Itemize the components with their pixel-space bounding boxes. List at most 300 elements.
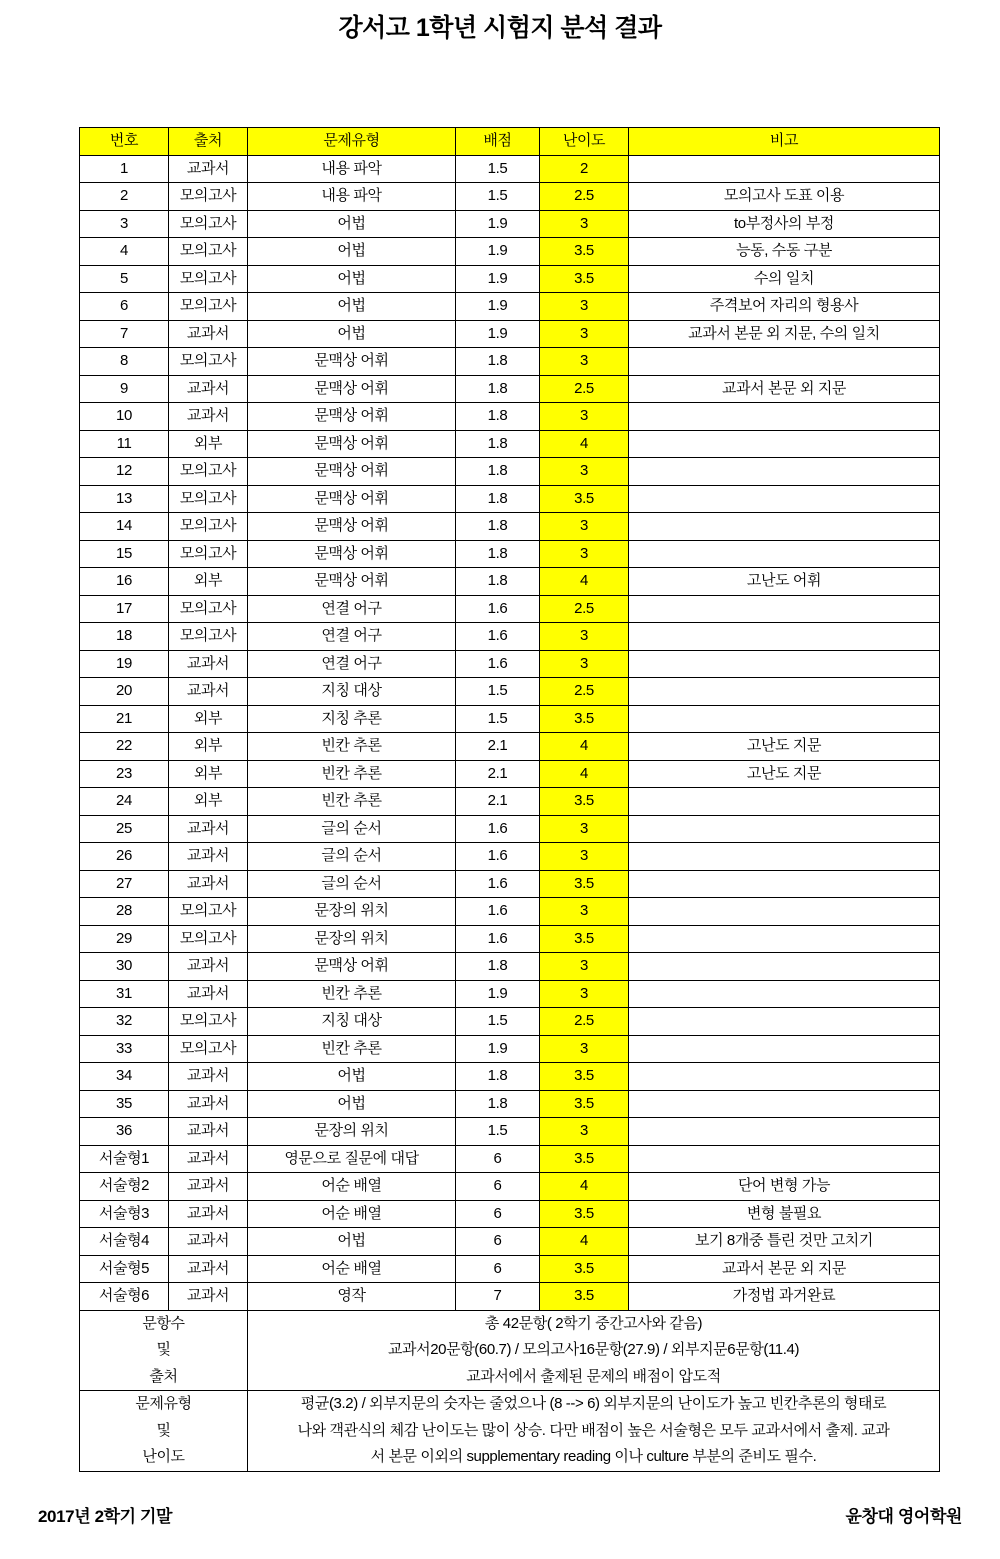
cell-source: 외부 [169,760,248,788]
cell-source: 모의고사 [169,623,248,651]
cell-question-no: 17 [80,595,169,623]
cell-note [629,403,940,431]
cell-question-no: 18 [80,623,169,651]
cell-note [629,925,940,953]
cell-difficulty: 3.5 [540,1200,629,1228]
cell-source: 모의고사 [169,595,248,623]
cell-source: 교과서 [169,980,248,1008]
cell-note: 보기 8개중 틀린 것만 고치기 [629,1228,940,1256]
cell-question-type: 문맥상 어휘 [248,348,456,376]
cell-difficulty: 4 [540,568,629,596]
cell-difficulty: 4 [540,760,629,788]
cell-difficulty: 3 [540,1118,629,1146]
cell-source: 교과서 [169,843,248,871]
cell-source: 교과서 [169,650,248,678]
cell-points: 1.5 [456,705,540,733]
cell-question-type: 문장의 위치 [248,1118,456,1146]
table-row [80,540,940,568]
cell-points: 6 [456,1255,540,1283]
cell-question-no: 10 [80,403,169,431]
cell-question-no: 6 [80,293,169,321]
cell-question-no: 36 [80,1118,169,1146]
cell-question-type: 문맥상 어휘 [248,403,456,431]
table-row [80,485,940,513]
cell-points: 1.8 [456,540,540,568]
footer-exam-term: 2017년 2학기 기말 [38,1507,173,1526]
table-row [80,568,940,596]
table-row [80,1200,940,1228]
cell-points: 2.1 [456,788,540,816]
cell-points: 1.6 [456,595,540,623]
cell-question-no: 서술형5 [80,1255,169,1283]
summary-label-line: 및 [156,1421,171,1439]
cell-points: 1.5 [456,1118,540,1146]
cell-question-type: 빈칸 추론 [248,1035,456,1063]
cell-note: 고난도 지문 [629,733,940,761]
summary-text-line: 교과서20문항(60.7) / 모의고사16문항(27.9) / 외부지문6문항(11.4) [387,1341,800,1358]
cell-difficulty: 2.5 [540,595,629,623]
summary-row [80,1310,940,1391]
cell-note [629,155,940,183]
cell-points: 1.8 [456,1090,540,1118]
cell-points: 1.5 [456,678,540,706]
cell-note [629,650,940,678]
cell-points: 1.8 [456,430,540,458]
exam-analysis-table [79,127,940,1472]
table-row [80,458,940,486]
cell-question-type: 문맥상 어휘 [248,375,456,403]
summary-label [80,1310,248,1391]
cell-source: 교과서 [169,1173,248,1201]
cell-difficulty: 4 [540,430,629,458]
table-row [80,1035,940,1063]
cell-note [629,485,940,513]
cell-note [629,1008,940,1036]
cell-points: 1.9 [456,265,540,293]
cell-question-no: 20 [80,678,169,706]
cell-question-no: 35 [80,1090,169,1118]
cell-question-type: 문맥상 어휘 [248,953,456,981]
cell-question-type: 어순 배열 [248,1255,456,1283]
cell-points: 1.8 [456,953,540,981]
cell-note [629,953,940,981]
table-row [80,980,940,1008]
cell-note [629,815,940,843]
cell-question-no: 15 [80,540,169,568]
cell-difficulty: 3 [540,540,629,568]
cell-source: 모의고사 [169,293,248,321]
cell-question-type: 문맥상 어휘 [248,430,456,458]
table-row [80,760,940,788]
cell-question-no: 32 [80,1008,169,1036]
cell-difficulty: 3 [540,210,629,238]
cell-question-no: 4 [80,238,169,266]
cell-difficulty: 3.5 [540,1283,629,1311]
cell-source: 모의고사 [169,925,248,953]
table-row [80,1008,940,1036]
cell-note [629,843,940,871]
cell-question-type: 어법 [248,238,456,266]
cell-points: 6 [456,1200,540,1228]
cell-question-no: 2 [80,183,169,211]
cell-points: 1.6 [456,870,540,898]
cell-question-type: 연결 어구 [248,650,456,678]
table-header [80,128,940,156]
cell-source: 교과서 [169,1090,248,1118]
cell-question-no: 33 [80,1035,169,1063]
cell-source: 모의고사 [169,348,248,376]
cell-points: 1.8 [456,1063,540,1091]
cell-question-no: 14 [80,513,169,541]
cell-difficulty: 3 [540,320,629,348]
cell-note [629,870,940,898]
cell-note [629,458,940,486]
page-footer [38,1502,962,1527]
cell-question-type: 문맥상 어휘 [248,540,456,568]
cell-difficulty: 3 [540,348,629,376]
cell-question-no: 7 [80,320,169,348]
cell-question-type: 연결 어구 [248,595,456,623]
cell-question-no: 25 [80,815,169,843]
cell-difficulty: 3.5 [540,238,629,266]
cell-question-no: 31 [80,980,169,1008]
cell-source: 교과서 [169,815,248,843]
cell-note: 고난도 어휘 [629,568,940,596]
cell-points: 1.8 [456,403,540,431]
cell-points: 1.6 [456,623,540,651]
table-row [80,210,940,238]
cell-difficulty: 3.5 [540,1145,629,1173]
cell-note: 단어 변형 가능 [629,1173,940,1201]
cell-points: 1.8 [456,485,540,513]
table-row [80,403,940,431]
cell-source: 외부 [169,733,248,761]
cell-difficulty: 3.5 [540,1255,629,1283]
summary-text-line: 서 본문 이외의 supplementary reading 이나 culture 부분의 준비도 필수. [370,1448,817,1465]
cell-source: 교과서 [169,678,248,706]
cell-question-type: 어법 [248,293,456,321]
table-row [80,1145,940,1173]
cell-source: 모의고사 [169,265,248,293]
cell-note [629,705,940,733]
cell-points: 6 [456,1145,540,1173]
cell-points: 1.9 [456,320,540,348]
cell-note [629,788,940,816]
cell-question-no: 12 [80,458,169,486]
cell-note: 모의고사 도표 이용 [629,183,940,211]
cell-difficulty: 3 [540,403,629,431]
cell-difficulty: 3.5 [540,1090,629,1118]
cell-question-no: 서술형2 [80,1173,169,1201]
cell-question-type: 어법 [248,1063,456,1091]
cell-question-type: 어법 [248,210,456,238]
cell-source: 모의고사 [169,513,248,541]
table-row [80,898,940,926]
table-row [80,375,940,403]
cell-question-type: 내용 파악 [248,183,456,211]
summary-text-line: 평균(3.2) / 외부지문의 숫자는 줄었으나 (8 --> 6) 외부지문의 난이도가 높고 빈칸추론의 형태로 [300,1395,887,1412]
cell-source: 모의고사 [169,458,248,486]
cell-points: 1.8 [456,375,540,403]
cell-source: 모의고사 [169,238,248,266]
cell-question-no: 8 [80,348,169,376]
table-row [80,1090,940,1118]
table-row [80,348,940,376]
summary-label-line: 문제유형 [135,1395,192,1412]
page-title: 강서고 1학년 시험지 분석 결과 [338,14,662,42]
cell-question-type: 글의 순서 [248,870,456,898]
cell-question-type: 문맥상 어휘 [248,485,456,513]
cell-source: 외부 [169,430,248,458]
cell-difficulty: 2.5 [540,183,629,211]
table-row [80,320,940,348]
cell-difficulty: 3 [540,980,629,1008]
cell-question-type: 영문으로 질문에 대답 [248,1145,456,1173]
cell-question-no: 24 [80,788,169,816]
table-row [80,815,940,843]
cell-note [629,980,940,1008]
cell-difficulty: 2.5 [540,678,629,706]
cell-source: 외부 [169,705,248,733]
summary-label-line: 난이도 [142,1448,185,1465]
cell-question-type: 글의 순서 [248,843,456,871]
column-header-source: 출처 [169,128,248,156]
cell-points: 1.9 [456,238,540,266]
cell-question-type: 문맥상 어휘 [248,513,456,541]
summary-label-line: 및 [156,1341,171,1358]
table-row [80,788,940,816]
cell-source: 교과서 [169,1063,248,1091]
cell-note: 교과서 본문 외 지문 [629,1255,940,1283]
cell-points: 1.6 [456,843,540,871]
cell-source: 외부 [169,568,248,596]
cell-points: 2.1 [456,733,540,761]
cell-question-type: 빈칸 추론 [248,733,456,761]
cell-question-type: 연결 어구 [248,623,456,651]
summary-label-line: 문항수 [142,1314,185,1332]
cell-question-no: 9 [80,375,169,403]
cell-question-type: 빈칸 추론 [248,980,456,1008]
cell-source: 모의고사 [169,183,248,211]
cell-difficulty: 3.5 [540,925,629,953]
cell-source: 외부 [169,788,248,816]
cell-note [629,348,940,376]
table-row [80,183,940,211]
cell-question-no: 16 [80,568,169,596]
table-row [80,595,940,623]
cell-points: 7 [456,1283,540,1311]
cell-question-no: 서술형1 [80,1145,169,1173]
cell-question-no: 28 [80,898,169,926]
cell-points: 1.8 [456,348,540,376]
summary-text-line: 총 42문항( 2학기 중간고사와 같음) [484,1314,703,1332]
cell-difficulty: 3.5 [540,705,629,733]
cell-difficulty: 3 [540,293,629,321]
table-row [80,870,940,898]
cell-difficulty: 4 [540,1173,629,1201]
cell-source: 교과서 [169,1145,248,1173]
cell-question-type: 어법 [248,265,456,293]
cell-question-type: 어법 [248,320,456,348]
cell-difficulty: 3 [540,815,629,843]
cell-source: 교과서 [169,1118,248,1146]
cell-question-type: 지칭 추론 [248,705,456,733]
cell-question-type: 문맥상 어휘 [248,458,456,486]
cell-question-type: 문맥상 어휘 [248,568,456,596]
column-header-no: 번호 [80,128,169,156]
cell-note: 가정법 과거완료 [629,1283,940,1311]
cell-points: 6 [456,1173,540,1201]
cell-question-no: 서술형6 [80,1283,169,1311]
cell-question-type: 문장의 위치 [248,925,456,953]
cell-difficulty: 3 [540,953,629,981]
cell-question-type: 빈칸 추론 [248,788,456,816]
cell-points: 1.6 [456,925,540,953]
cell-difficulty: 3 [540,1035,629,1063]
cell-difficulty: 3.5 [540,870,629,898]
summary-label-line: 출처 [149,1367,178,1385]
cell-question-type: 영작 [248,1283,456,1311]
summary-row [80,1391,940,1472]
table-row [80,733,940,761]
cell-points: 1.9 [456,980,540,1008]
cell-question-no: 13 [80,485,169,513]
column-header-difficulty: 난이도 [540,128,629,156]
table-header-row [80,128,940,156]
cell-note [629,513,940,541]
cell-note [629,623,940,651]
cell-source: 교과서 [169,870,248,898]
cell-points: 1.8 [456,568,540,596]
column-header-type: 문제유형 [248,128,456,156]
table-row [80,623,940,651]
cell-note [629,1035,940,1063]
cell-question-type: 어순 배열 [248,1173,456,1201]
cell-question-no: 22 [80,733,169,761]
cell-source: 교과서 [169,320,248,348]
cell-source: 모의고사 [169,485,248,513]
cell-difficulty: 3.5 [540,1063,629,1091]
table-row [80,513,940,541]
table-body [80,155,940,1471]
table-row [80,925,940,953]
cell-source: 교과서 [169,375,248,403]
cell-difficulty: 3.5 [540,788,629,816]
table-row [80,1063,940,1091]
cell-question-no: 19 [80,650,169,678]
table-row [80,155,940,183]
cell-difficulty: 2.5 [540,1008,629,1036]
summary-label [80,1391,248,1472]
cell-difficulty: 3.5 [540,485,629,513]
cell-points: 6 [456,1228,540,1256]
table-row [80,843,940,871]
cell-difficulty: 2.5 [540,375,629,403]
cell-note: 변형 불필요 [629,1200,940,1228]
table-row [80,1173,940,1201]
cell-question-type: 지칭 대상 [248,678,456,706]
cell-note: 주격보어 자리의 형용사 [629,293,940,321]
table-row [80,705,940,733]
column-header-points: 배점 [456,128,540,156]
cell-source: 모의고사 [169,898,248,926]
table-row [80,430,940,458]
cell-difficulty: 4 [540,1228,629,1256]
table-row [80,650,940,678]
cell-points: 1.8 [456,458,540,486]
cell-note [629,898,940,926]
table-row [80,238,940,266]
cell-question-no: 34 [80,1063,169,1091]
cell-difficulty: 3.5 [540,265,629,293]
cell-question-no: 27 [80,870,169,898]
table-row [80,1283,940,1311]
cell-difficulty: 3 [540,458,629,486]
cell-source: 모의고사 [169,540,248,568]
cell-note [629,595,940,623]
summary-text [248,1391,940,1472]
cell-note [629,430,940,458]
cell-difficulty: 4 [540,733,629,761]
cell-question-no: 30 [80,953,169,981]
cell-note: 능동, 수동 구분 [629,238,940,266]
cell-question-type: 어법 [248,1228,456,1256]
cell-note [629,1118,940,1146]
table-row [80,1118,940,1146]
cell-points: 1.8 [456,513,540,541]
cell-question-no: 1 [80,155,169,183]
cell-points: 1.5 [456,1008,540,1036]
cell-source: 교과서 [169,155,248,183]
footer-academy-name: 윤창대 영어학원 [845,1507,962,1526]
cell-points: 1.6 [456,650,540,678]
summary-text-line: 나와 객관식의 체감 난이도는 많이 상승. 다만 배점이 높은 서술형은 모두 교과서에서 출제. 교과 [297,1421,890,1439]
cell-points: 1.9 [456,1035,540,1063]
cell-source: 교과서 [169,953,248,981]
cell-points: 2.1 [456,760,540,788]
cell-question-type: 지칭 대상 [248,1008,456,1036]
table-row [80,293,940,321]
cell-note: 교과서 본문 외 지문 [629,375,940,403]
cell-difficulty: 3 [540,623,629,651]
cell-question-no: 23 [80,760,169,788]
cell-question-no: 서술형4 [80,1228,169,1256]
cell-difficulty: 3 [540,650,629,678]
cell-points: 1.5 [456,155,540,183]
table-row [80,1228,940,1256]
summary-text-line: 교과서에서 출제된 문제의 배점이 압도적 [466,1367,721,1385]
cell-note [629,1063,940,1091]
cell-difficulty: 2 [540,155,629,183]
cell-note [629,678,940,706]
cell-source: 모의고사 [169,1035,248,1063]
cell-difficulty: 3 [540,513,629,541]
cell-source: 모의고사 [169,210,248,238]
cell-note [629,540,940,568]
cell-question-no: 5 [80,265,169,293]
cell-question-type: 어순 배열 [248,1200,456,1228]
table-row [80,265,940,293]
cell-difficulty: 3 [540,898,629,926]
cell-question-type: 어법 [248,1090,456,1118]
column-header-note: 비고 [629,128,940,156]
cell-points: 1.5 [456,183,540,211]
cell-points: 1.9 [456,293,540,321]
cell-note: 수의 일치 [629,265,940,293]
cell-question-type: 빈칸 추론 [248,760,456,788]
cell-difficulty: 3 [540,843,629,871]
cell-note: 교과서 본문 외 지문, 수의 일치 [629,320,940,348]
